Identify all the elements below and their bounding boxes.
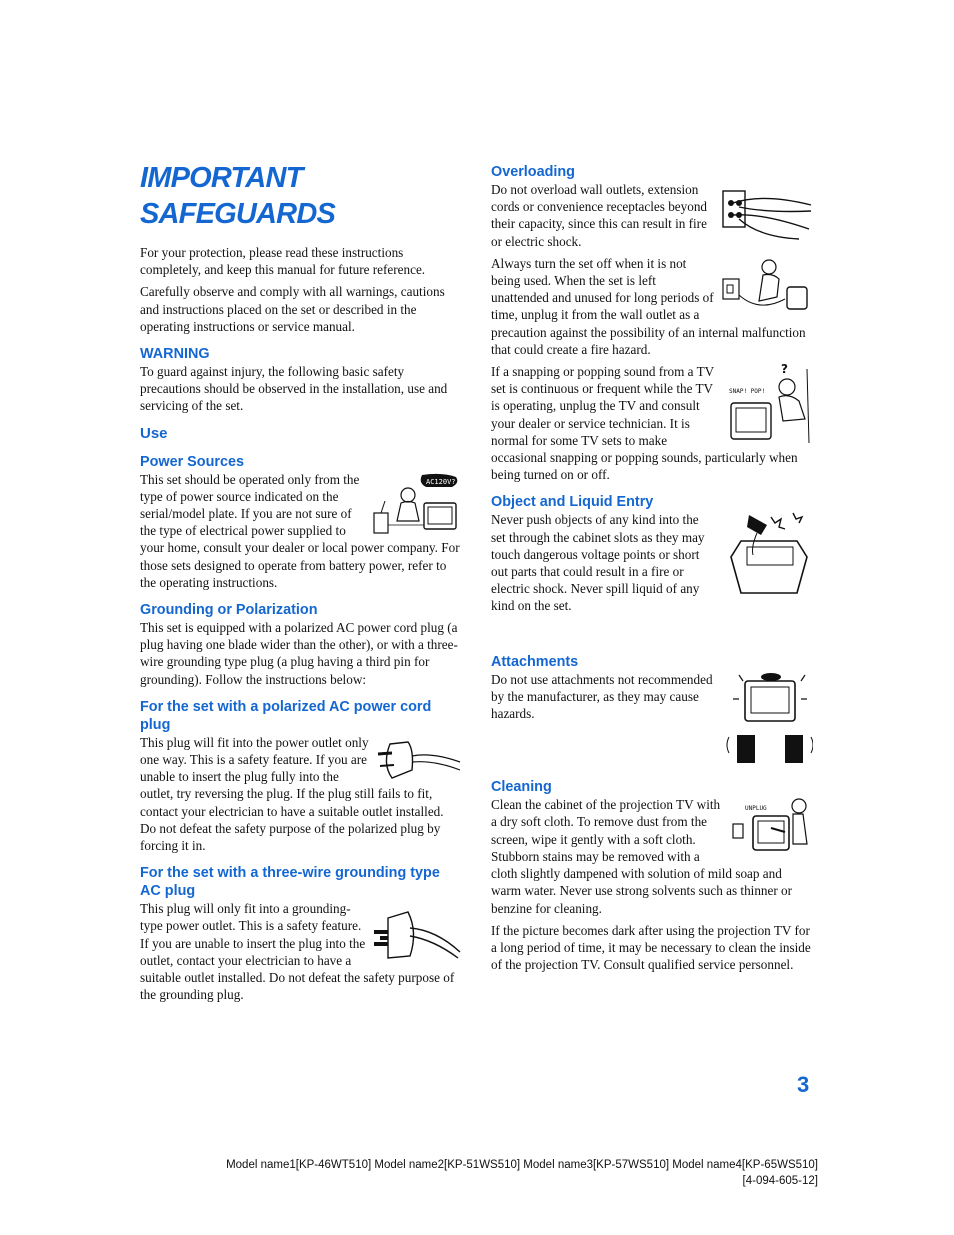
threewire-section [140, 864, 462, 1003]
cleaning-text-1: Clean the cabinet of the projection TV with a dry soft cloth. To remove dust from the screen, wipe it gently with a soft cloth. Stubborn stains may be removed with a cloth slightly dampened with solution of mild soap and warm water. Never use strong solvents such as thinner or benzine for cleaning. [491, 797, 793, 916]
liquid-spill-tv-icon [719, 511, 813, 603]
cleaning-illustration [731, 796, 813, 856]
grounding-heading: Grounding or Polarization [140, 602, 318, 619]
polarized-plug-icon [376, 738, 462, 784]
ac-label: AC120V? [426, 477, 456, 486]
footer-model-names: Model name1[KP-46WT510] Model name2[KP-51WS510] Model name3[KP-57WS510] Model name4[KP-65WS510] [226, 1159, 818, 1171]
outlet-illustration [719, 187, 813, 243]
unplug-illustration [721, 257, 813, 315]
page-title: IMPORTANT SAFEGUARDS [140, 162, 336, 230]
object-heading: Object and Liquid Entry [491, 494, 654, 511]
warning-heading: WARNING [140, 346, 210, 363]
cleaning-section [491, 778, 813, 973]
tv-with-speakers-icon [721, 671, 813, 769]
use-heading: Use [140, 424, 168, 442]
page-number: 3 [797, 1072, 810, 1097]
person-with-tv-icon [370, 473, 462, 537]
footer [226, 1157, 818, 1189]
object-section [491, 493, 813, 614]
warning-text: To guard against injury, the following basic safety precautions should be observed in the installation, use and servicing of the set. [140, 364, 448, 414]
footer-part-number: [4-094-605-12] [742, 1175, 818, 1187]
polarized-section [140, 698, 462, 854]
right-column [491, 163, 813, 978]
polarized-heading: For the set with a polarized AC power cord plug [140, 698, 432, 733]
popping-tv-icon [725, 363, 813, 447]
grounding-section [140, 601, 462, 688]
person-unplugging-icon [721, 257, 813, 315]
person-cleaning-tv-icon [731, 796, 813, 856]
snap-pop-label: SNAP! POP! [729, 388, 766, 396]
svg-text:?: ? [781, 363, 788, 377]
threewire-text: This plug will only fit into a grounding-type power outlet. This is a safety feature. If you are unable to insert the plug into the outlet, contact your electrician to have a suitable outlet installed. Do not defeat the safety purpose of the grounding plug. [140, 901, 455, 1003]
overloaded-outlet-icon [719, 187, 813, 243]
threewire-heading: For the set with a three-wire grounding type AC plug [140, 865, 440, 900]
overloading-section [491, 163, 813, 483]
power-heading: Power Sources [140, 453, 244, 470]
object-text: Never push objects of any kind into the set through the cabinet slots as they may touch dangerous voltage points or short out parts that could result in a fire or electric shock. Never spill liquid of any kind on the set. [491, 512, 705, 614]
attachments-text: Do not use attachments not recommended by the manufacturer, as they may cause hazards. [491, 671, 713, 722]
object-entry-illustration [719, 511, 813, 603]
grounding-plug-icon [370, 906, 462, 964]
overloading-text-2: Always turn the set off when it is not being used. When the set is left unattended and unused for long periods of time, unplug it from the wall outlet as a precaution against the possibility of an internal malfunction that could create a fire hazard. [491, 255, 806, 357]
power-text: This set should be operated only from the type of power source indicated on the serial/model plate. If you are not sure of the type of electrical power supplied to your home, consult your dealer or local power company. For those sets designed to operate from battery power, refer to the operating instructions. [140, 471, 460, 590]
attachments-heading: Attachments [491, 653, 579, 670]
intro-paragraph-2: Carefully observe and comply with all warnings, cautions and instructions placed on the set or described in the operating instructions or service manual. [140, 284, 445, 334]
intro-paragraph-1: For your protection, please read these instructions completely, and keep this manual for future reference. [140, 245, 426, 278]
overloading-heading: Overloading [491, 164, 575, 180]
unplug-label: UNPLUG [745, 805, 767, 813]
cleaning-text-2: If the picture becomes dark after using the projection TV for a long period of time, it may be necessary to clean the inside of the projection TV. Consult qualified service personnel. [491, 922, 811, 973]
left-column [140, 160, 462, 1009]
use-section [140, 425, 462, 443]
overloading-text-1: Do not overload wall outlets, extension cords or convenience receptacles beyond their capacity, since this can result in fire or electric shock. [491, 182, 708, 249]
grounding-text: This set is equipped with a polarized AC power cord plug (a plug having one blade wider than the other), or with a three-wire grounding type plug (a plug having a third pin for grounding). Follow the instructions below: [140, 620, 458, 687]
polarized-plug-illustration [376, 738, 462, 784]
overloading-text-3: If a snapping or popping sound from a TV set is continuous or frequent while the TV is operating, unplug the TV and consult your dealer or service technician. It is normal for some TV sets to make occasional snapping or popping sounds, particularly when being turned on or off. [491, 364, 798, 483]
power-section [140, 453, 462, 591]
polarized-text: This plug will fit into the power outlet only one way. This is a safety feature. If you are unable to insert the plug fully into the outlet, try reversing the plug. If the plug still fails to fit, contact your electrician to have a suitable outlet installed. Do not defeat the safety purpose of the polarized plug by forcing it in. [140, 734, 444, 854]
attachments-section [491, 653, 813, 723]
power-illustration [370, 473, 462, 537]
snap-pop-illustration [725, 363, 813, 447]
cleaning-heading: Cleaning [491, 779, 552, 796]
attachments-illustration [721, 671, 813, 769]
warning-section [140, 345, 462, 415]
threewire-plug-illustration [370, 906, 462, 964]
